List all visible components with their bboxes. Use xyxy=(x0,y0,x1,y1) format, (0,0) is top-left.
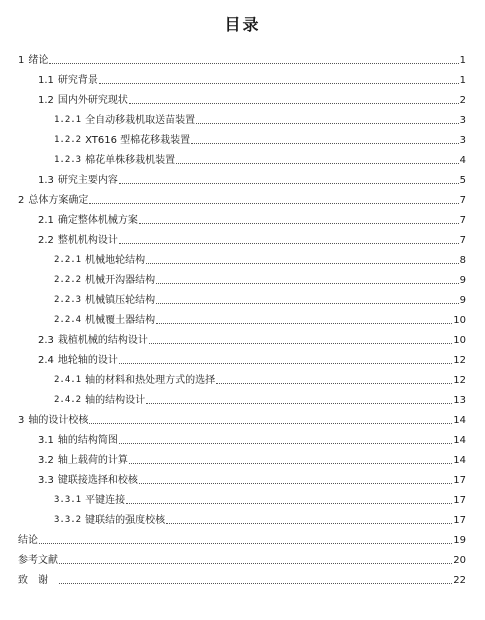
dot-leader xyxy=(166,523,452,524)
toc-entry-title: 机械地轮结构 xyxy=(85,255,146,266)
toc-entry-1-1[interactable] xyxy=(0,67,485,87)
toc-entry-title: 轴上载荷的计算 xyxy=(57,455,128,466)
toc-entry-title: 机械镇压轮结构 xyxy=(85,295,156,306)
toc-entry-number: 1.2.2 xyxy=(54,135,82,145)
toc-entry-number: 2 xyxy=(18,195,25,206)
dot-leader xyxy=(176,163,459,164)
toc-entry-page: 5 xyxy=(459,175,466,186)
toc-entry-number: 2.4.2 xyxy=(54,395,82,405)
toc-entry-title: 机械开沟器结构 xyxy=(85,275,156,286)
toc-entry-2-4-2[interactable] xyxy=(0,387,485,407)
toc-entry-chapter-3[interactable] xyxy=(0,407,485,427)
toc-entry-page: 12 xyxy=(453,355,466,366)
toc-entry-title: 轴的设计校核 xyxy=(28,415,89,426)
toc-entry-page: 10 xyxy=(453,335,466,346)
toc-entry-title: 研究主要内容 xyxy=(57,175,118,186)
toc-entry-number: 3 xyxy=(18,415,25,426)
dot-leader xyxy=(216,383,452,384)
toc-entry-1-3[interactable] xyxy=(0,167,485,187)
toc-entry-title: 轴的材料和热处理方式的选择 xyxy=(85,375,216,386)
toc-entry-title: 轴的结构简图 xyxy=(57,435,118,446)
toc-entry-title: 地轮轴的设计 xyxy=(57,355,118,366)
toc-entry-conclusion[interactable] xyxy=(0,527,485,547)
toc-entry-title: 总体方案确定 xyxy=(28,195,89,206)
table-of-contents xyxy=(0,47,485,587)
toc-entry-number: 1.3 xyxy=(38,175,54,186)
dot-leader xyxy=(196,123,459,124)
toc-entry-title: 研究背景 xyxy=(57,75,98,86)
toc-entry-page: 14 xyxy=(453,455,466,466)
toc-entry-page: 9 xyxy=(459,295,466,306)
toc-entry-2-2-3[interactable] xyxy=(0,287,485,307)
toc-entry-number: 2.1 xyxy=(38,215,54,226)
toc-entry-references[interactable] xyxy=(0,547,485,567)
toc-entry-3-2[interactable] xyxy=(0,447,485,467)
toc-entry-title: 整机机构设计 xyxy=(57,235,118,246)
toc-entry-2-4-1[interactable] xyxy=(0,367,485,387)
toc-entry-1-2-2[interactable] xyxy=(0,127,485,147)
toc-entry-title: 绪论 xyxy=(28,55,49,66)
toc-entry-2-1[interactable] xyxy=(0,207,485,227)
toc-entry-1-2[interactable] xyxy=(0,87,485,107)
toc-entry-page: 19 xyxy=(453,535,466,546)
toc-entry-page: 12 xyxy=(453,375,466,386)
dot-leader xyxy=(39,543,452,544)
dot-leader xyxy=(156,323,452,324)
toc-entry-page: 17 xyxy=(453,475,466,486)
toc-entry-number: 1 xyxy=(18,55,25,66)
toc-entry-2-2[interactable] xyxy=(0,227,485,247)
toc-entry-3-3-1[interactable] xyxy=(0,487,485,507)
toc-entry-number: 2.2.2 xyxy=(54,275,82,285)
dot-leader xyxy=(146,263,459,264)
toc-entry-3-3-2[interactable] xyxy=(0,507,485,527)
toc-entry-number: 2.4 xyxy=(38,355,54,366)
page-title: 目录 xyxy=(224,15,261,34)
toc-entry-title: 键联接选择和校核 xyxy=(57,475,138,486)
toc-entry-page: 9 xyxy=(459,275,466,286)
dot-leader xyxy=(126,503,452,504)
toc-entry-chapter-2[interactable] xyxy=(0,187,485,207)
toc-entry-page: 20 xyxy=(453,555,466,566)
toc-entry-number: 2.4.1 xyxy=(54,375,82,385)
dot-leader xyxy=(191,143,458,144)
toc-entry-number: 3.2 xyxy=(38,455,54,466)
toc-entry-2-2-2[interactable] xyxy=(0,267,485,287)
toc-entry-number: 2.2.4 xyxy=(54,315,82,325)
toc-entry-chapter-1[interactable] xyxy=(0,47,485,67)
dot-leader xyxy=(59,583,452,584)
dot-leader xyxy=(59,563,452,564)
toc-entry-page: 3 xyxy=(459,115,466,126)
toc-entry-page: 22 xyxy=(453,575,466,586)
dot-leader xyxy=(129,463,452,464)
toc-entry-page: 7 xyxy=(459,195,466,206)
dot-leader xyxy=(119,363,452,364)
toc-entry-title: XT616 型棉花移栽装置 xyxy=(85,135,191,146)
dot-leader xyxy=(139,483,452,484)
toc-entry-number: 1.1 xyxy=(38,75,54,86)
dot-leader xyxy=(119,183,459,184)
dot-leader xyxy=(89,423,452,424)
dot-leader xyxy=(129,103,459,104)
toc-entry-title: 结论 xyxy=(18,535,38,546)
toc-entry-title: 平键连接 xyxy=(85,495,126,506)
toc-entry-number: 1.2.3 xyxy=(54,155,82,165)
toc-entry-number: 2.2 xyxy=(38,235,54,246)
toc-entry-number: 3.3 xyxy=(38,475,54,486)
dot-leader xyxy=(119,443,452,444)
toc-entry-title: 棉花单株移栽机装置 xyxy=(85,155,176,166)
toc-entry-title: 全自动移栽机取送苗装置 xyxy=(85,115,196,126)
dot-leader xyxy=(49,63,458,64)
toc-entry-title: 确定整体机械方案 xyxy=(57,215,138,226)
toc-entry-page: 4 xyxy=(459,155,466,166)
toc-entry-title: 国内外研究现状 xyxy=(57,95,128,106)
toc-entry-3-3[interactable] xyxy=(0,467,485,487)
toc-entry-1-2-1[interactable] xyxy=(0,107,485,127)
toc-entry-3-1[interactable] xyxy=(0,427,485,447)
dot-leader xyxy=(146,403,452,404)
toc-entry-page: 8 xyxy=(459,255,466,266)
toc-entry-title: 栽植机械的结构设计 xyxy=(57,335,148,346)
toc-entry-page: 17 xyxy=(453,495,466,506)
toc-entry-number: 3.1 xyxy=(38,435,54,446)
toc-entry-title: 机械覆土器结构 xyxy=(85,315,156,326)
toc-entry-number: 3.3.2 xyxy=(54,515,82,525)
toc-entry-page: 14 xyxy=(453,435,466,446)
dot-leader xyxy=(139,223,459,224)
dot-leader xyxy=(119,243,459,244)
toc-entry-page: 13 xyxy=(453,395,466,406)
toc-entry-number: 2.3 xyxy=(38,335,54,346)
toc-entry-page: 14 xyxy=(453,415,466,426)
dot-leader xyxy=(99,83,459,84)
toc-entry-title: 键联结的强度校核 xyxy=(85,515,166,526)
toc-entry-number: 3.3.1 xyxy=(54,495,82,505)
toc-entry-2-2-4[interactable] xyxy=(0,307,485,327)
dot-leader xyxy=(149,343,452,344)
toc-entry-page: 17 xyxy=(453,515,466,526)
toc-entry-number: 2.2.3 xyxy=(54,295,82,305)
toc-entry-2-3[interactable] xyxy=(0,327,485,347)
toc-entry-number: 1.2.1 xyxy=(54,115,82,125)
toc-entry-page: 7 xyxy=(459,235,466,246)
dot-leader xyxy=(156,283,459,284)
toc-entry-page: 2 xyxy=(459,95,466,106)
toc-entry-page: 1 xyxy=(459,55,466,66)
toc-entry-page: 7 xyxy=(459,215,466,226)
toc-entry-page: 3 xyxy=(459,135,466,146)
toc-entry-page: 1 xyxy=(459,75,466,86)
toc-entry-title: 轴的结构设计 xyxy=(85,395,146,406)
toc-entry-2-2-1[interactable] xyxy=(0,247,485,267)
toc-entry-number: 2.2.1 xyxy=(54,255,82,265)
toc-entry-page: 10 xyxy=(453,315,466,326)
dot-leader xyxy=(156,303,459,304)
toc-entry-title: 致谢 xyxy=(18,575,58,586)
toc-entry-1-2-3[interactable] xyxy=(0,147,485,167)
toc-entry-2-4[interactable] xyxy=(0,347,485,367)
toc-entry-number: 1.2 xyxy=(38,95,54,106)
dot-leader xyxy=(89,203,458,204)
toc-entry-title: 参考文献 xyxy=(18,555,58,566)
toc-entry-acknowledgements[interactable] xyxy=(0,567,485,587)
